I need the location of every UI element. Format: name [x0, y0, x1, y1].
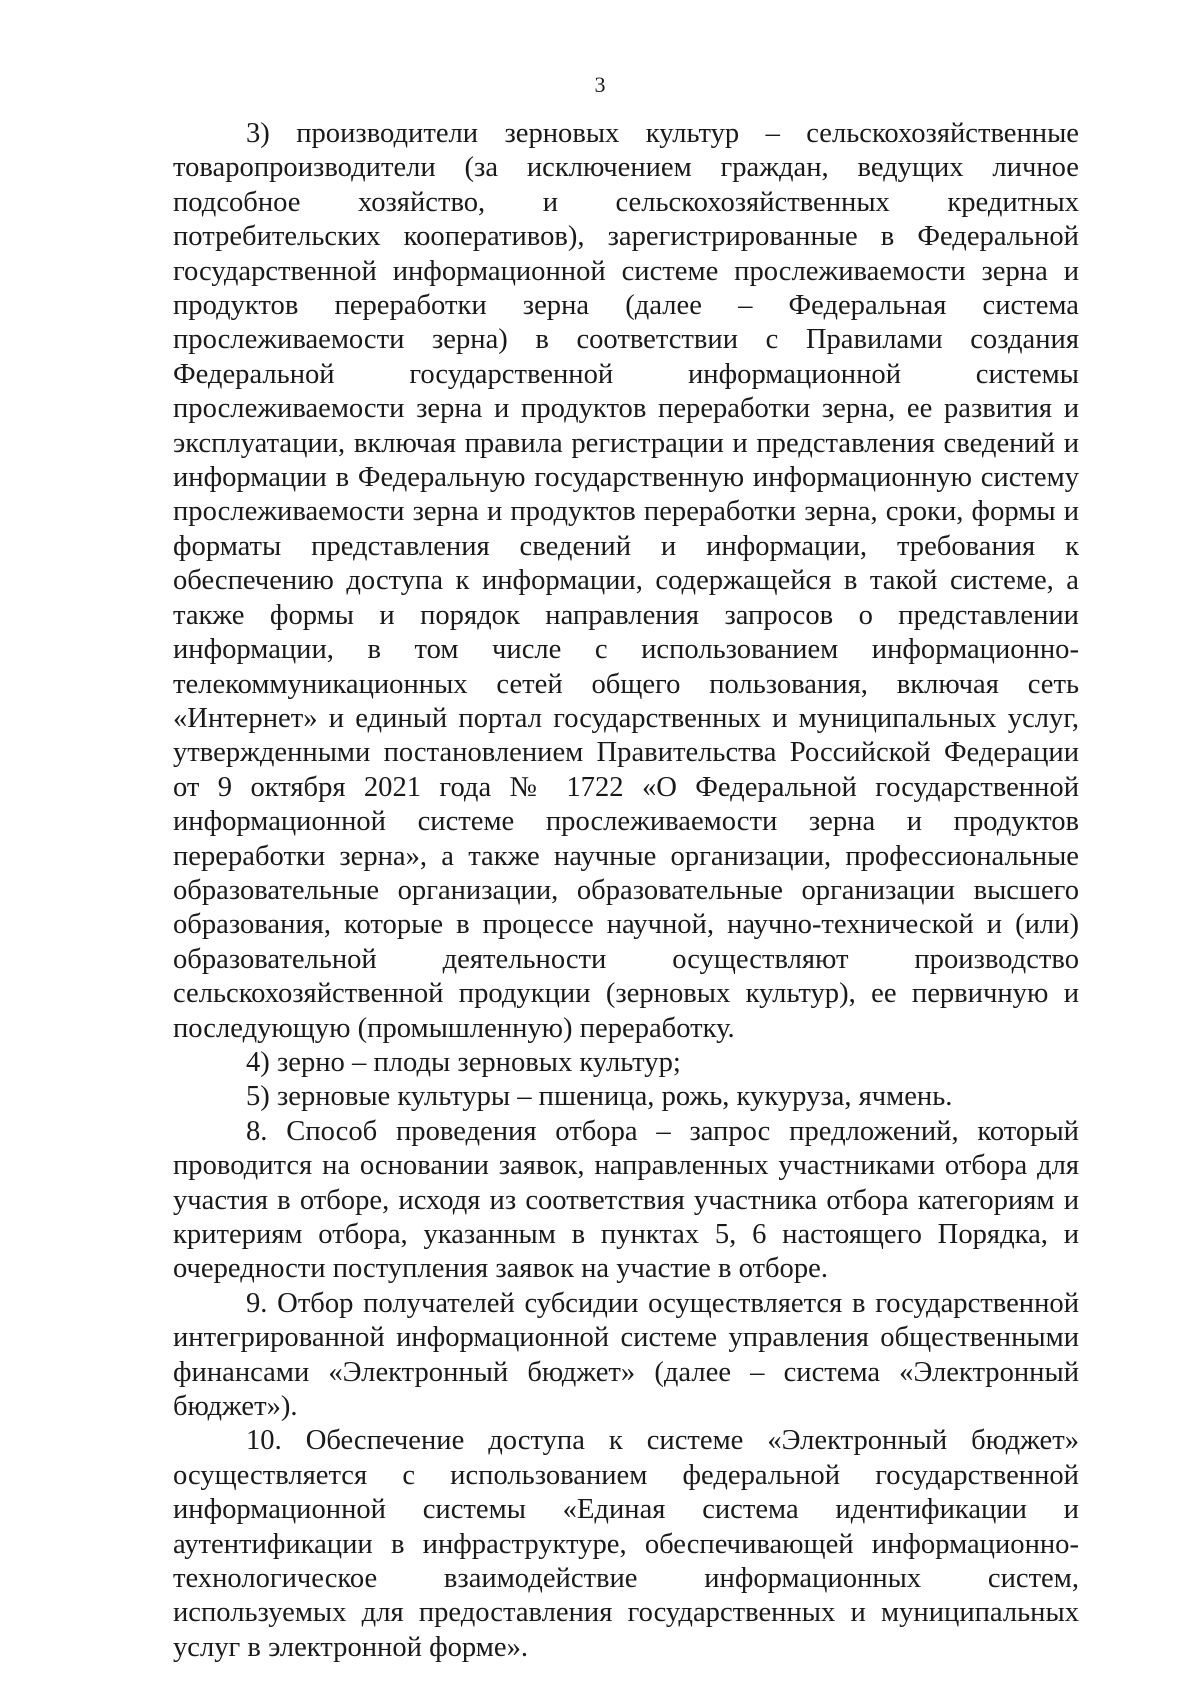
document-body — [173, 117, 1079, 1665]
page-number: 3 — [594, 72, 606, 97]
paragraph-grain-crops: 5) зерновые культуры – пшеница, рожь, кукуруза, ячмень. — [246, 1081, 953, 1113]
paragraph-selection-system: 9. Отбор получателей субсидии осуществляется в государственной интегрированной информационной системе управления общественными финансами «Электронный бюджет» (далее – система «Электронный бюджет»). — [173, 1287, 1079, 1423]
paragraph-selection-method: 8. Способ проведения отбора – запрос предложений, который проводится на основании заявок, направленных участниками отбора для участия в отборе, исходя из соответствия участника отбора категориям и критериям отбора, указанным в пунктах 5, 6 настоящего Порядка, и очередности поступления заявок на участие в отборе. — [173, 1115, 1079, 1285]
paragraph-system-access: 10. Обеспечение доступа к системе «Электронный бюджет» осуществляется с использованием федеральной государственной информационной системы «Единая система идентификации и аутентификации в инфраструктуре, обеспечивающей информационно-технологическое взаимодействие информационных систем, используемых для предоставления государственных и муниципальных услуг в электронной форме». — [173, 1425, 1079, 1663]
paragraph-grain-definition: 4) зерно – плоды зерновых культур; — [246, 1046, 681, 1078]
paragraph-grain-producers: 3) производители зерновых культур – сельскохозяйственные товаропроизводители (за исключением граждан, ведущих личное подсобное хозяйство, и сельскохозяйственных кредитных потребительских кооперативов), зарегистрированные в Федеральной государственной информационной системе прослеживаемости зерна и продуктов переработки зерна (далее – Федеральная система прослеживаемости зерна) в соответствии с Правилами создания Федеральной государственной информационной системы прослеживаемости зерна и продуктов переработки зерна, ее развития и эксплуатации, включая правила регистрации и представления сведений и информации в Федеральную государственную информационную систему прослеживаемости зерна и продуктов переработки зерна, сроки, формы и форматы представления сведений и информации, требования к обеспечению доступа к информации, содержащейся в такой системе, а также формы и порядок направления запросов о представлении информации, в том числе с использованием информационно-телекоммуникационных сетей общего пользования, включая сеть «Интернет» и единый портал государственных и муниципальных услуг, утвержденными постановлением Правительства Российской Федерации от 9 октября 2021 года № 1722 «О Федеральной государственной информационной системе прослеживаемости зерна и продуктов переработки зерна», а также научные организации, профессиональные образовательные организации, образовательные организации высшего образования, которые в процессе научной, научно-технической и (или) образовательной деятельности осуществляют производство сельскохозяйственной продукции (зерновых культур), ее первичную и последующую (промышленную) переработку. — [173, 118, 1079, 1044]
